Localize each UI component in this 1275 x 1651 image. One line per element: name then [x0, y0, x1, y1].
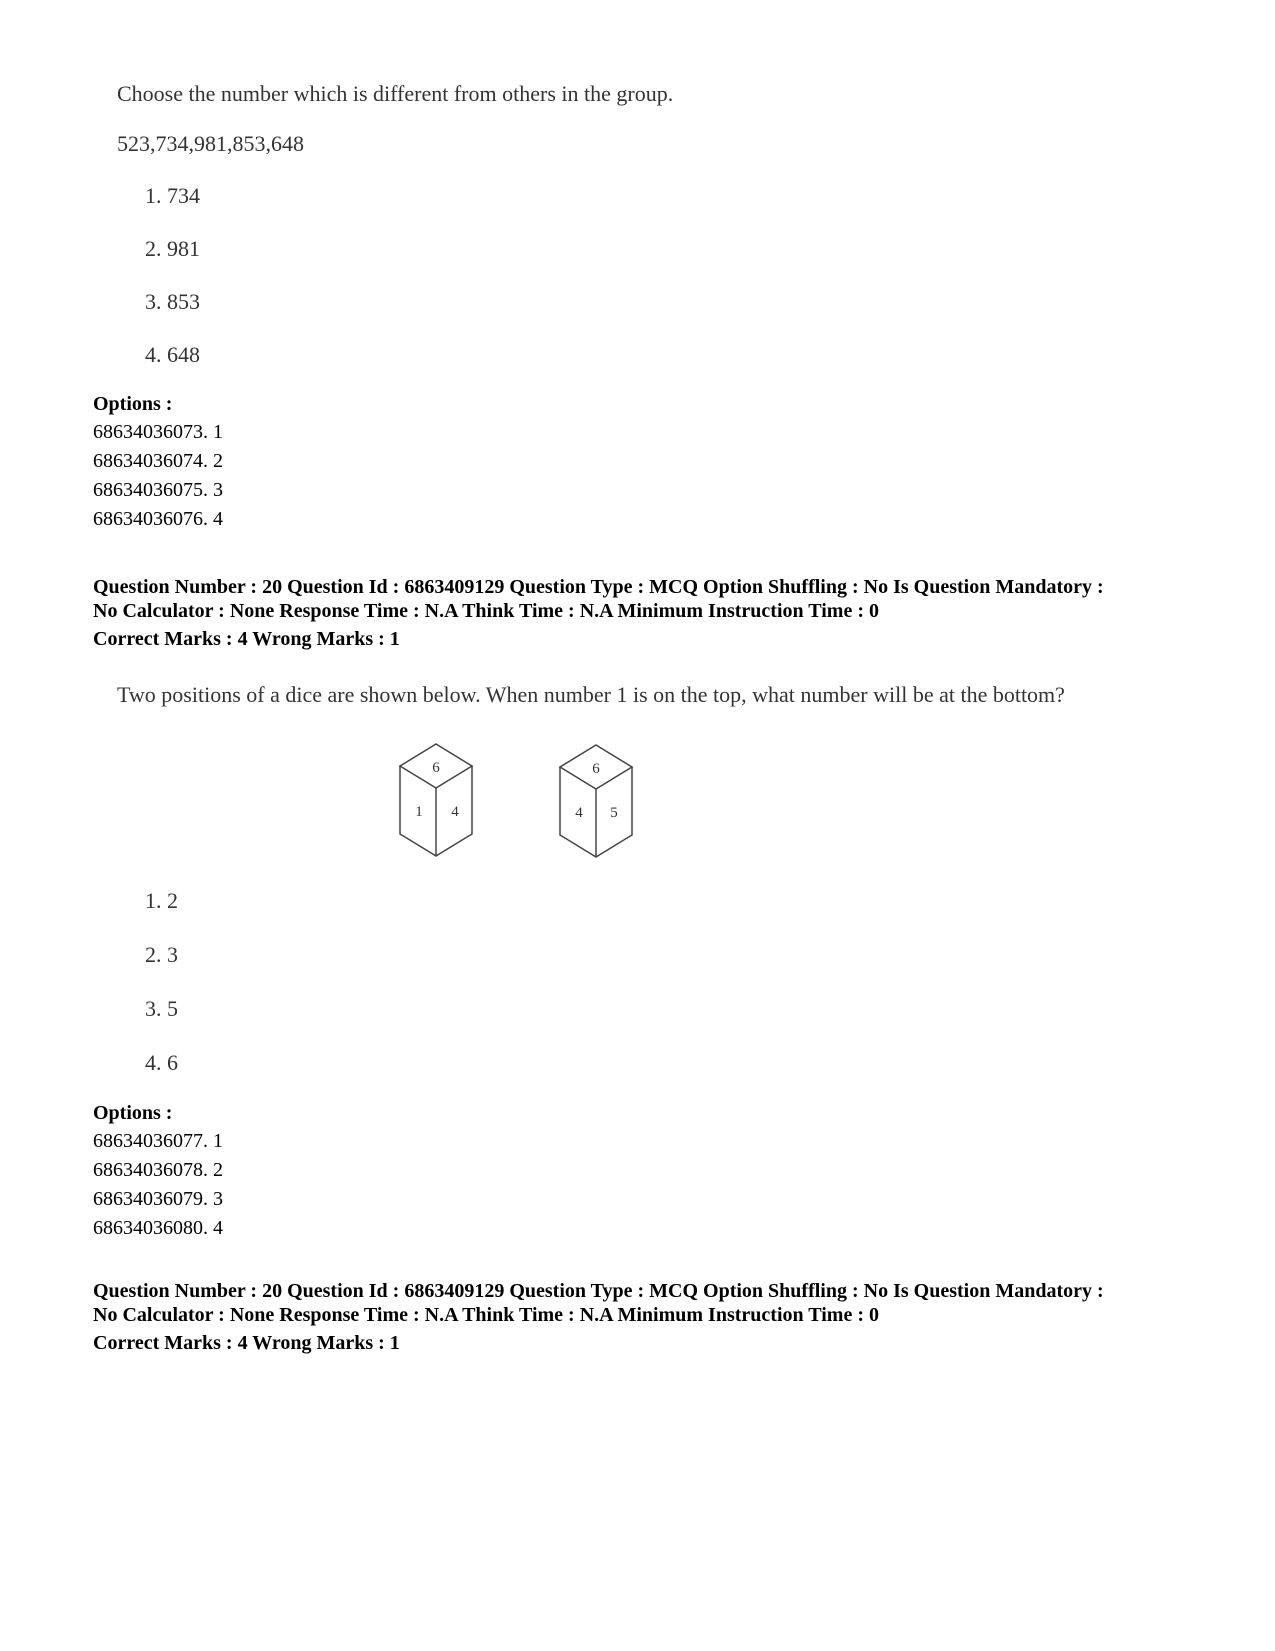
- dice-1-top-face: 6: [432, 760, 440, 776]
- question-19-choice-3: 3. 853: [145, 289, 200, 314]
- question-20-option-4: 68634036080. 4: [93, 1217, 223, 1239]
- question-20-marks: Correct Marks : 4 Wrong Marks : 1: [93, 628, 400, 650]
- question-19-option-2: 68634036074. 2: [93, 450, 223, 472]
- question-20-options-label: Options :: [93, 1102, 173, 1124]
- question-21-meta-line1: Question Number : 20 Question Id : 6863409129 Question Type : MCQ Option Shuffling : No Is Question Mandatory :: [93, 1280, 1104, 1302]
- question-19-option-4: 68634036076. 4: [93, 508, 223, 530]
- question-19-numbers: 523,734,981,853,648: [117, 131, 304, 156]
- question-19-choice-1: 1. 734: [145, 183, 200, 208]
- question-20-meta-line2: No Calculator : None Response Time : N.A Think Time : N.A Minimum Instruction Time : 0: [93, 600, 879, 622]
- question-20-meta: [93, 575, 1193, 623]
- question-20-choice-4: 4. 6: [145, 1050, 178, 1075]
- question-19-choice-2: 2. 981: [145, 236, 200, 261]
- question-19-option-3: 68634036075. 3: [93, 479, 223, 501]
- dice-2-top-face: 6: [592, 761, 600, 777]
- dice-1: [400, 744, 472, 856]
- question-20-choice-2: 2. 3: [145, 942, 178, 967]
- question-21-meta: [93, 1279, 1193, 1327]
- dice-figure: [0, 730, 1275, 880]
- question-20-meta-line1: Question Number : 20 Question Id : 6863409129 Question Type : MCQ Option Shuffling : No Is Question Mandatory :: [93, 576, 1104, 598]
- question-20-option-1: 68634036077. 1: [93, 1130, 223, 1152]
- question-19-prompt: Choose the number which is different from others in the group.: [117, 81, 674, 106]
- dice-1-left-face: 1: [415, 804, 423, 820]
- question-20-choice-3: 3. 5: [145, 996, 178, 1021]
- question-19-options-label: Options :: [93, 393, 173, 415]
- question-20-choice-1: 1. 2: [145, 888, 178, 913]
- question-21-meta-line2: No Calculator : None Response Time : N.A Think Time : N.A Minimum Instruction Time : 0: [93, 1304, 879, 1326]
- question-19-choice-4: 4. 648: [145, 342, 200, 367]
- dice-2-left-face: 4: [575, 805, 583, 821]
- question-19-option-1: 68634036073. 1: [93, 421, 223, 443]
- question-20-prompt: Two positions of a dice are shown below. When number 1 is on the top, what number will be at the bottom?: [117, 682, 1065, 707]
- dice-2-right-face: 5: [610, 805, 618, 821]
- question-20-option-2: 68634036078. 2: [93, 1159, 223, 1181]
- dice-2: [560, 745, 632, 857]
- question-21-marks: Correct Marks : 4 Wrong Marks : 1: [93, 1332, 400, 1354]
- dice-1-right-face: 4: [451, 804, 459, 820]
- question-20-option-3: 68634036079. 3: [93, 1188, 223, 1210]
